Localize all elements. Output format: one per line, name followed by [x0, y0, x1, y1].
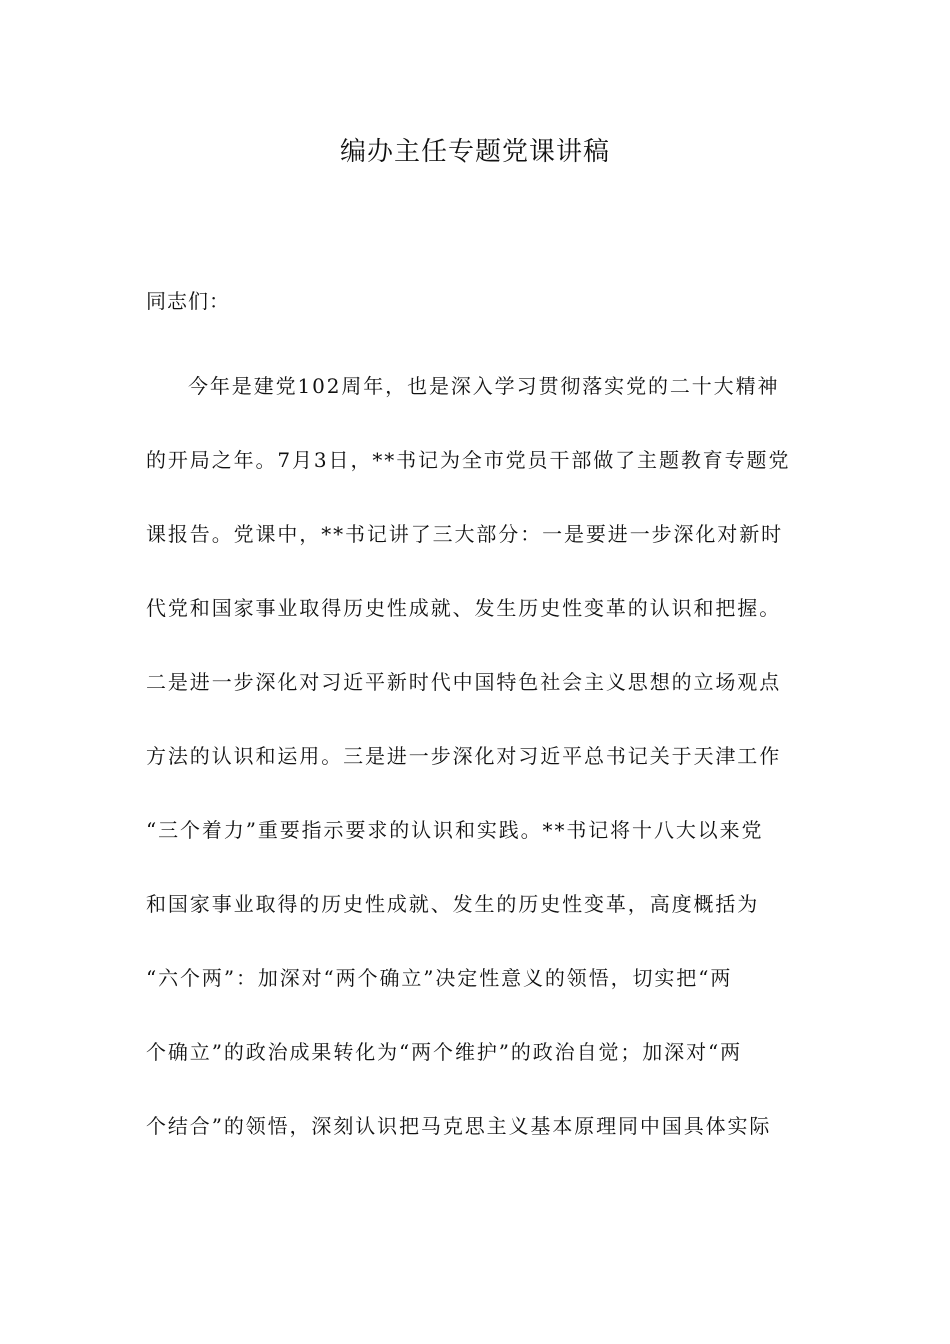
body-line: “三个着力”重要指示要求的认识和实践。**书记将十八大以来党	[146, 818, 764, 842]
body-text	[146, 370, 806, 1184]
body-line: 个确立”的政治成果转化为“两个维护”的政治自觉；加深对“两	[146, 1040, 742, 1064]
document-title: 编办主任专题党课讲稿	[339, 137, 610, 167]
body-line: 的开局之年。7月3日，**书记为全市党员干部做了主题教育专题党	[146, 448, 791, 472]
greeting: 同志们：	[146, 289, 230, 313]
body-line: 代党和国家事业取得历史性成就、发生历史性变革的认识和把握。	[146, 596, 782, 620]
body-line: “六个两”：加深对“两个确立”决定性意义的领悟，切实把“两	[146, 966, 733, 990]
body-line: 今年是建党102周年，也是深入学习贯彻落实党的二十大精神	[188, 374, 780, 398]
body-line: 个结合”的领悟，深刻认识把马克思主义基本原理同中国具体实际	[146, 1114, 772, 1138]
body-line: 和国家事业取得的历史性成就、发生的历史性变革，高度概括为	[146, 892, 760, 916]
body-line: 方法的认识和运用。三是进一步深化对习近平总书记关于天津工作	[146, 744, 782, 768]
body-line: 课报告。党课中，**书记讲了三大部分：一是要进一步深化对新时	[146, 522, 783, 546]
body-line: 二是进一步深化对习近平新时代中国特色社会主义思想的立场观点	[146, 670, 782, 694]
